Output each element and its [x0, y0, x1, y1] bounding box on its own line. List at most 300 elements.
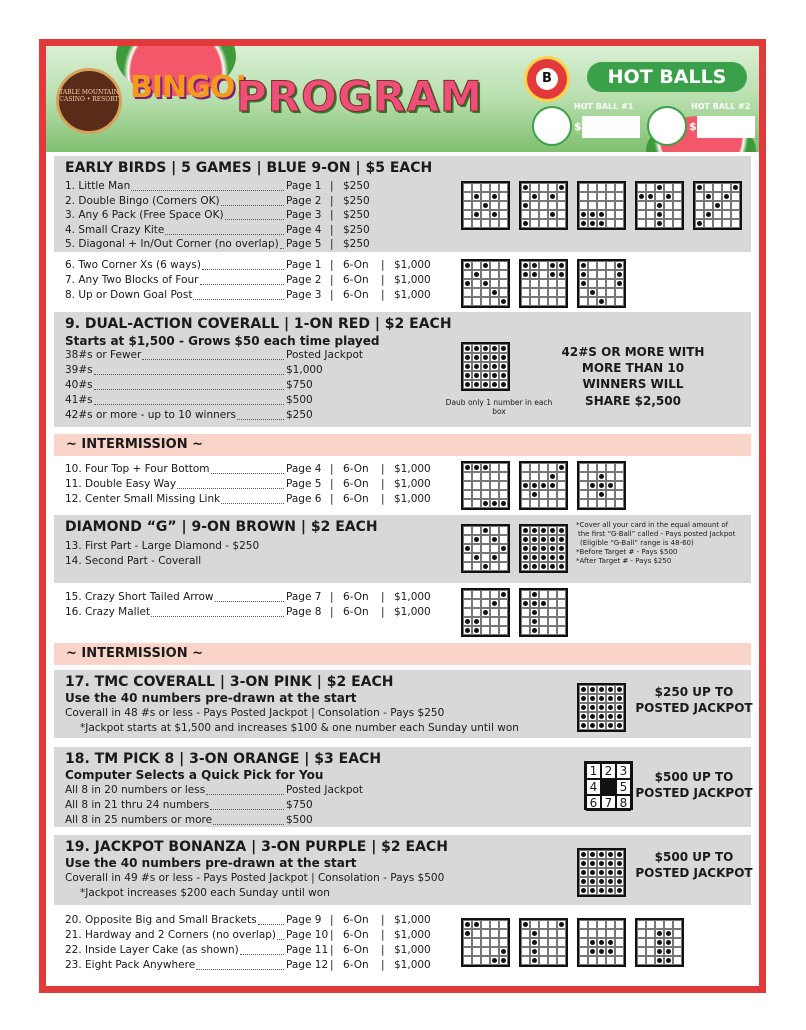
game-on: 6-On [343, 289, 369, 301]
card-cell [539, 929, 548, 938]
card-cell [539, 617, 548, 626]
game-page: Page 6 [286, 493, 322, 505]
card-cell [481, 261, 490, 270]
card-cell [530, 463, 539, 472]
card-cell [539, 481, 548, 490]
game-prize: Posted Jackpot [286, 349, 364, 361]
card-cell [499, 947, 508, 956]
diamond-g-section [54, 515, 751, 583]
card-cell [463, 599, 472, 608]
card-cell [499, 553, 508, 562]
diamond-note-4: *Before Target # - Pays $500 [576, 548, 678, 556]
separator: | [330, 238, 334, 250]
card-cell [490, 219, 499, 228]
card-cell [557, 617, 566, 626]
tmc-heading: 17. TMC COVERALL | 3-ON PINK | $2 EACH [65, 674, 394, 690]
card-cell [499, 371, 508, 380]
card-cell [557, 562, 566, 571]
leader-dots [200, 276, 285, 285]
card-cell [588, 297, 597, 306]
game-prize: $750 [286, 379, 313, 391]
leader-dots [237, 411, 284, 420]
card-cell [539, 472, 548, 481]
hot-ball-1-field [582, 116, 640, 138]
card-cell [548, 617, 557, 626]
card-cell [499, 344, 508, 353]
card-cell [539, 183, 548, 192]
card-cell [637, 938, 646, 947]
game-prize: $250 [343, 238, 370, 250]
leader-dots [196, 961, 284, 970]
games-15-16-section [54, 584, 751, 642]
game-row [54, 478, 504, 493]
card-cell [499, 261, 508, 270]
card-cell [490, 380, 499, 389]
card-cell [481, 947, 490, 956]
card-cell [579, 261, 588, 270]
card-cell [597, 201, 606, 210]
card-cell [597, 279, 606, 288]
card-cell [557, 608, 566, 617]
card-cell [521, 956, 530, 965]
card-cell [463, 210, 472, 219]
card-cell [481, 956, 490, 965]
header-banner [46, 46, 759, 152]
card-cell [521, 626, 530, 635]
game-prize: $500 [286, 394, 313, 406]
card-cell [481, 562, 490, 571]
pick-8-section [54, 747, 751, 827]
tmc-line-2: *Jackpot starts at $1,500 and increases $100 & one number each Sunday until won [80, 722, 519, 734]
card-cell [539, 553, 548, 562]
card-cell [731, 201, 740, 210]
card-cell [472, 371, 481, 380]
card-cell [557, 553, 566, 562]
game-row [54, 606, 504, 621]
separator: | [330, 959, 334, 971]
card-cell [673, 929, 682, 938]
card-cell [606, 712, 615, 721]
card-cell [472, 210, 481, 219]
card-cell [472, 344, 481, 353]
card-cell [615, 192, 624, 201]
card-cell [597, 192, 606, 201]
card-cell [615, 956, 624, 965]
game-name: 6. Two Corner Xs (6 ways) [65, 259, 201, 271]
card-cell [539, 956, 548, 965]
separator: | [330, 463, 334, 475]
card-cell [557, 297, 566, 306]
dual-action-heading: 9. DUAL-ACTION COVERALL | 1-ON RED | $2 EACH [65, 316, 452, 332]
card-cell [637, 929, 646, 938]
card-cell [472, 219, 481, 228]
card-cell [499, 183, 508, 192]
game-row [54, 379, 504, 394]
card-cell [588, 481, 597, 490]
card-cell [463, 362, 472, 371]
card-cell [472, 947, 481, 956]
card-cell [579, 490, 588, 499]
card-cell [588, 279, 597, 288]
card-cell [597, 938, 606, 947]
card-cell [557, 219, 566, 228]
card-cell [664, 947, 673, 956]
card-cell [499, 929, 508, 938]
game-prize: $1,000 [394, 591, 431, 603]
card-cell [637, 201, 646, 210]
card-cell [472, 499, 481, 508]
card-cell [655, 929, 664, 938]
card-cell [579, 297, 588, 306]
game-on: 6-On [343, 959, 369, 971]
game-page: Page 9 [286, 914, 322, 926]
diamond-part-2: 14. Second Part - Coverall [65, 555, 202, 567]
card-cell [530, 288, 539, 297]
card-cell [579, 859, 588, 868]
card-cell [481, 353, 490, 362]
card-cell [597, 868, 606, 877]
pick-8-cell: 7 [601, 795, 616, 811]
card-cell [655, 201, 664, 210]
card-cell [548, 463, 557, 472]
card-cell [490, 499, 499, 508]
card-cell [463, 626, 472, 635]
card-cell [588, 685, 597, 694]
game-prize: $1,000 [394, 493, 431, 505]
card-cell [548, 599, 557, 608]
leader-dots [277, 931, 284, 940]
separator: | [381, 478, 385, 490]
card-cell [655, 956, 664, 965]
card-cell [481, 608, 490, 617]
card-cell [637, 219, 646, 228]
card-cell [490, 553, 499, 562]
game-prize: $250 [343, 209, 370, 221]
card-cell [646, 192, 655, 201]
game-row [54, 274, 504, 289]
card-cell [615, 920, 624, 929]
card-cell [530, 956, 539, 965]
card-cell [646, 920, 655, 929]
card-cell [557, 463, 566, 472]
bingo-pattern-card [461, 461, 510, 510]
card-cell [481, 599, 490, 608]
card-cell [597, 463, 606, 472]
card-cell [655, 938, 664, 947]
card-cell [530, 201, 539, 210]
bonanza-side-note: $500 UP TO POSTED JACKPOT [635, 850, 753, 881]
card-cell [530, 490, 539, 499]
card-cell [539, 297, 548, 306]
card-cell [472, 956, 481, 965]
card-cell [472, 463, 481, 472]
game-page: Page 5 [286, 478, 322, 490]
game-page: Page 4 [286, 463, 322, 475]
card-cell [490, 490, 499, 499]
card-cell [472, 535, 481, 544]
bingo-pattern-card [693, 181, 742, 230]
hot-ball-2-label: HOT BALL #2 [691, 102, 751, 111]
card-cell [615, 261, 624, 270]
card-cell [463, 490, 472, 499]
card-cell [490, 279, 499, 288]
card-cell [655, 183, 664, 192]
card-cell [722, 192, 731, 201]
card-cell [615, 694, 624, 703]
card-cell [548, 183, 557, 192]
card-cell [530, 599, 539, 608]
card-cell [597, 929, 606, 938]
card-cell [463, 938, 472, 947]
card-cell [481, 535, 490, 544]
game-row [54, 463, 504, 478]
card-cell [521, 562, 530, 571]
card-cell [673, 947, 682, 956]
card-cell [481, 553, 490, 562]
game-row [54, 944, 504, 959]
card-cell [530, 535, 539, 544]
coverall-card [577, 683, 626, 732]
card-cell [606, 270, 615, 279]
game-on: 6-On [343, 929, 369, 941]
card-cell [673, 201, 682, 210]
card-cell [490, 192, 499, 201]
card-cell [704, 183, 713, 192]
card-cell [557, 929, 566, 938]
game-name: 7. Any Two Blocks of Four [65, 274, 199, 286]
card-cell [646, 210, 655, 219]
card-cell [548, 590, 557, 599]
bingo-pattern-card [519, 588, 568, 637]
card-cell [481, 219, 490, 228]
separator: | [330, 274, 334, 286]
card-cell [490, 481, 499, 490]
leader-dots [213, 816, 284, 825]
card-cell [481, 590, 490, 599]
card-cell [615, 499, 624, 508]
game-name: 23. Eight Pack Anywhere [65, 959, 196, 971]
card-cell [539, 590, 548, 599]
card-cell [530, 562, 539, 571]
diamond-note-5: *After Target # - Pays $250 [576, 557, 672, 565]
card-cell [655, 947, 664, 956]
card-cell [530, 279, 539, 288]
card-cell [539, 920, 548, 929]
card-cell [615, 183, 624, 192]
card-cell [548, 499, 557, 508]
pick-8-cell: 2 [601, 763, 616, 779]
bingo-pattern-card [519, 461, 568, 510]
card-cell [557, 526, 566, 535]
game-on: 6-On [343, 478, 369, 490]
leader-dots [211, 465, 284, 474]
card-cell [606, 261, 615, 270]
card-cell [655, 192, 664, 201]
card-cell [588, 920, 597, 929]
card-cell [606, 703, 615, 712]
tmc-coverall-section [54, 670, 751, 738]
bingo-pattern-card [461, 259, 510, 308]
card-cell [588, 868, 597, 877]
game-on: 6-On [343, 591, 369, 603]
card-cell [615, 481, 624, 490]
card-cell [731, 219, 740, 228]
bonanza-heading: 19. JACKPOT BONANZA | 3-ON PURPLE | $2 EACH [65, 839, 448, 855]
card-cell [695, 210, 704, 219]
leader-dots [206, 786, 284, 795]
game-name: All 8 in 25 numbers or more [65, 814, 213, 826]
card-cell [615, 721, 624, 730]
card-cell [579, 721, 588, 730]
card-cell [673, 210, 682, 219]
card-cell [615, 463, 624, 472]
card-cell [673, 938, 682, 947]
game-prize: $1,000 [394, 606, 431, 618]
card-cell [499, 499, 508, 508]
card-cell [588, 703, 597, 712]
card-cell [530, 929, 539, 938]
card-cell [588, 270, 597, 279]
card-cell [548, 626, 557, 635]
coverall-card [577, 848, 626, 897]
card-cell [731, 183, 740, 192]
card-cell [472, 279, 481, 288]
card-cell [521, 938, 530, 947]
game-row [54, 591, 504, 606]
card-cell [539, 526, 548, 535]
card-cell [530, 219, 539, 228]
card-cell [472, 261, 481, 270]
card-cell [615, 929, 624, 938]
card-cell [530, 544, 539, 553]
pick-8-subtitle: Computer Selects a Quick Pick for You [65, 768, 324, 782]
separator: | [381, 463, 385, 475]
card-cell [579, 685, 588, 694]
card-cell [463, 617, 472, 626]
game-prize: $1,000 [286, 364, 323, 376]
separator: | [330, 259, 334, 271]
card-cell [579, 929, 588, 938]
card-cell [521, 279, 530, 288]
card-cell [588, 463, 597, 472]
card-cell [521, 297, 530, 306]
card-cell [539, 463, 548, 472]
card-cell [539, 535, 548, 544]
card-cell [722, 210, 731, 219]
card-cell [655, 920, 664, 929]
bingo-pattern-card [519, 918, 568, 967]
card-cell [490, 183, 499, 192]
card-cell [481, 380, 490, 389]
leader-dots [142, 351, 284, 360]
card-cell [637, 210, 646, 219]
game-name: 3. Any 6 Pack (Free Space OK) [65, 209, 224, 221]
card-cell [673, 219, 682, 228]
leader-dots [177, 480, 284, 489]
card-cell [615, 703, 624, 712]
leader-dots [258, 916, 284, 925]
card-cell [615, 868, 624, 877]
card-cell [521, 261, 530, 270]
dual-card-note: Daub only 1 number in each box [445, 398, 553, 417]
game-name: 39#s [65, 364, 93, 376]
card-cell [490, 270, 499, 279]
card-cell [530, 261, 539, 270]
card-cell [490, 626, 499, 635]
game-name: 41#s [65, 394, 93, 406]
card-cell [548, 947, 557, 956]
leader-dots [210, 801, 284, 810]
card-cell [579, 703, 588, 712]
card-cell [637, 920, 646, 929]
card-cell [597, 472, 606, 481]
card-cell [499, 472, 508, 481]
game-name: 2. Double Bingo (Corners OK) [65, 194, 220, 207]
card-cell [472, 472, 481, 481]
card-cell [521, 270, 530, 279]
separator: | [330, 914, 334, 926]
card-cell [490, 210, 499, 219]
card-cell [597, 694, 606, 703]
leader-dots [215, 593, 284, 602]
card-cell [579, 499, 588, 508]
card-cell [481, 472, 490, 481]
card-cell [615, 947, 624, 956]
card-cell [490, 344, 499, 353]
card-cell [463, 183, 472, 192]
game-row [54, 180, 504, 195]
game-name: All 8 in 20 numbers or less [65, 784, 206, 796]
game-row [54, 914, 504, 929]
card-cell [606, 499, 615, 508]
card-cell [579, 850, 588, 859]
card-cell [597, 183, 606, 192]
card-cell [463, 553, 472, 562]
game-row [54, 784, 504, 799]
card-cell [539, 626, 548, 635]
games-6-8-section [54, 253, 751, 311]
separator: | [330, 194, 334, 207]
bingo-wordmark: BINGO! [130, 70, 247, 105]
card-cell [704, 219, 713, 228]
card-cell [490, 353, 499, 362]
card-cell [521, 608, 530, 617]
bingo-pattern-card [519, 259, 568, 308]
card-cell [463, 590, 472, 599]
card-cell [557, 490, 566, 499]
card-cell [521, 590, 530, 599]
card-cell [530, 472, 539, 481]
leader-dots [165, 226, 284, 235]
card-cell [472, 288, 481, 297]
card-cell [615, 886, 624, 895]
card-cell [481, 938, 490, 947]
card-cell [646, 947, 655, 956]
separator: | [381, 959, 385, 971]
card-cell [490, 544, 499, 553]
diamond-note-2: the first “G-Ball” called - Pays posted Jackpot [578, 530, 736, 538]
card-cell [481, 344, 490, 353]
game-on: 6-On [343, 493, 369, 505]
card-cell [606, 947, 615, 956]
game-prize: $250 [343, 194, 370, 207]
card-cell [606, 481, 615, 490]
card-cell [664, 183, 673, 192]
card-cell [490, 599, 499, 608]
card-cell [557, 920, 566, 929]
pick-8-heading: 18. TM PICK 8 | 3-ON ORANGE | $3 EACH [65, 751, 382, 767]
card-cell [463, 920, 472, 929]
